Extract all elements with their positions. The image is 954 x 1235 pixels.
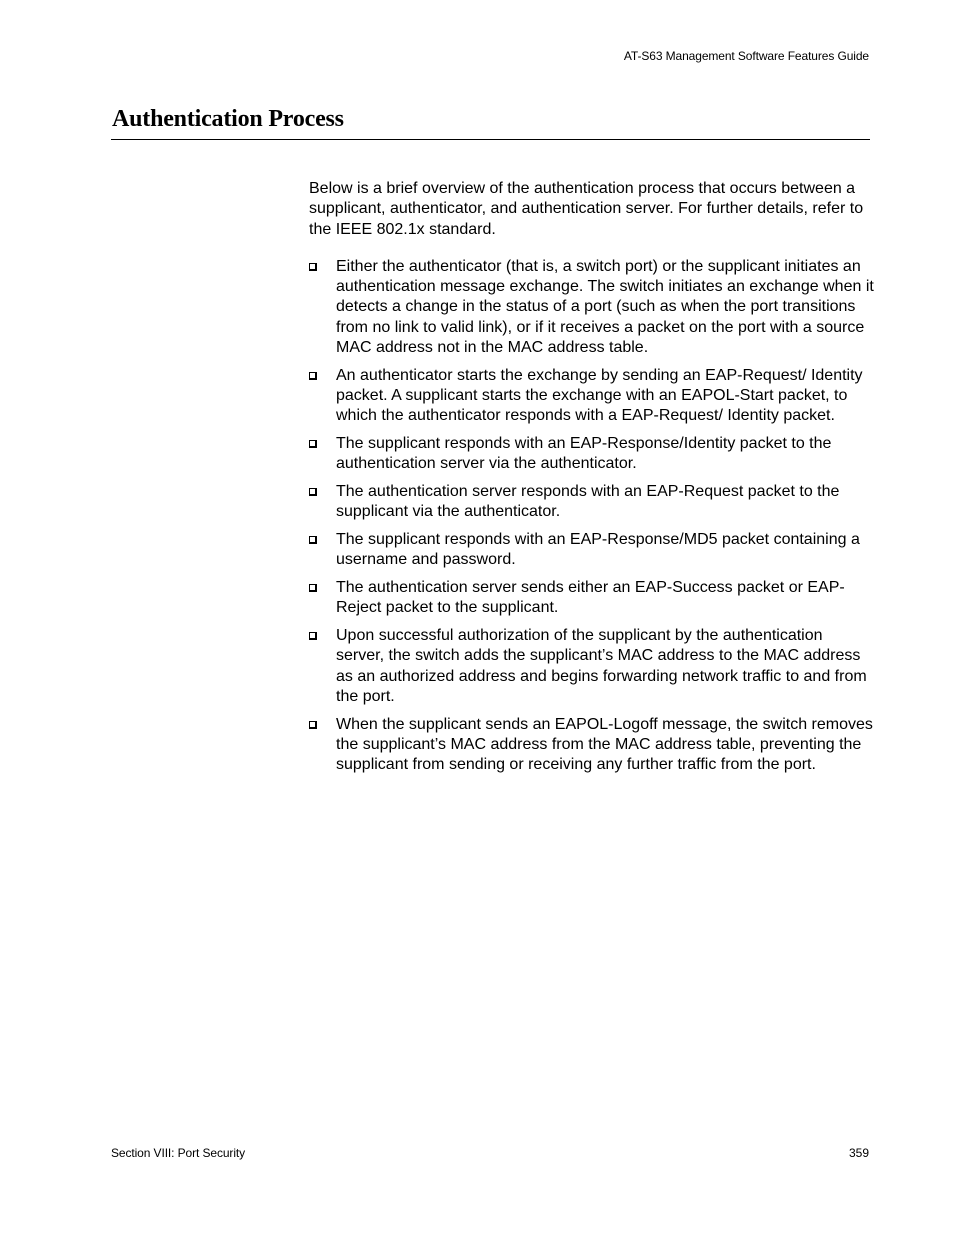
checkbox-bullet-icon xyxy=(309,632,317,640)
running-header: AT-S63 Management Software Features Guide xyxy=(623,49,869,63)
list-item xyxy=(309,366,874,427)
list-item xyxy=(309,578,874,619)
checkbox-bullet-icon xyxy=(309,263,317,271)
checkbox-bullet-icon xyxy=(309,488,317,496)
bullet-list xyxy=(309,257,874,776)
list-item-text: The authentication server responds with an EAP-Request packet to the supplicant via the authenticator. xyxy=(336,483,840,521)
body-content xyxy=(309,179,874,783)
section-title: Authentication Process xyxy=(112,106,344,132)
page-number: 359 xyxy=(848,1146,869,1160)
list-item xyxy=(309,626,874,707)
list-item-text: The supplicant responds with an EAP-Response/Identity packet to the authentication server via the authenticator. xyxy=(336,435,832,473)
list-item-text: The supplicant responds with an EAP-Response/MD5 packet containing a username and password. xyxy=(336,531,860,569)
list-item-text: When the supplicant sends an EAPOL-Logoff message, the switch removes the supplicant’s MAC address from the MAC address table, preventing the supplicant from sending or receiving any further traffic from the port. xyxy=(336,715,873,774)
footer-section-label: Section VIII: Port Security xyxy=(111,1146,246,1160)
list-item xyxy=(309,530,874,571)
list-item xyxy=(309,482,874,523)
checkbox-bullet-icon xyxy=(309,721,317,729)
checkbox-bullet-icon xyxy=(309,372,317,380)
intro-paragraph: Below is a brief overview of the authentication process that occurs between a supplicant, authenticator, and authentication server. For further details, refer to the IEEE 802.1x standard. xyxy=(309,180,864,238)
checkbox-bullet-icon xyxy=(309,536,317,544)
title-divider xyxy=(111,139,870,140)
list-item xyxy=(309,434,874,475)
checkbox-bullet-icon xyxy=(309,440,317,448)
list-item xyxy=(309,257,874,358)
list-item xyxy=(309,715,874,776)
list-item-text: The authentication server sends either an EAP-Success packet or EAP-Reject packet to the supplicant. xyxy=(336,579,845,617)
list-item-text: Either the authenticator (that is, a switch port) or the supplicant initiates an authentication message exchange. The switch initiates an exchange when it detects a change in the status of a port (such as when the port transitions from no link to valid link), or if it receives a packet on the port with a source MAC address not in the MAC address table. xyxy=(336,257,874,357)
list-item-text: An authenticator starts the exchange by sending an EAP-Request/ Identity packet. A supplicant starts the exchange with an EAPOL-Start packet, to which the authenticator responds with a EAP-Request/ Identity packet. xyxy=(336,366,863,425)
list-item-text: Upon successful authorization of the supplicant by the authentication server, the switch adds the supplicant’s MAC address to the MAC address as an authorized address and begins forwarding network traffic to and from the port. xyxy=(336,626,867,705)
checkbox-bullet-icon xyxy=(309,584,317,592)
